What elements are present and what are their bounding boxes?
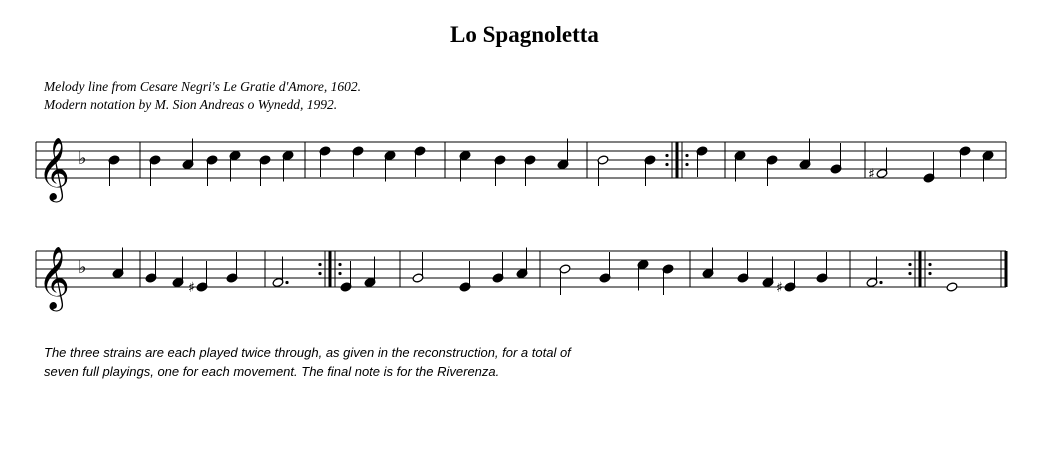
repeat-dot — [318, 263, 321, 266]
repeat-dot — [665, 163, 668, 166]
repeat-dot — [908, 272, 911, 275]
flat-sign-icon: ♭ — [78, 257, 87, 278]
page-title: Lo Spagnoletta — [450, 22, 599, 47]
sharp-sign-icon: ♯ — [188, 280, 195, 296]
repeat-dot — [338, 263, 341, 266]
sharp-sign-icon: ♯ — [868, 166, 875, 183]
source-credit: Melody line from Cesare Negri's Le Gratie d'Amore, 1602. — [44, 79, 361, 94]
repeat-dot — [665, 154, 668, 157]
repeat-dot — [908, 263, 911, 266]
augmentation-dot — [285, 281, 288, 284]
augmentation-dot — [879, 281, 882, 284]
repeat-dot — [318, 272, 321, 275]
performance-note-line-2: seven full playings, one for each movement. The final note is for the Riverenza. — [44, 364, 500, 379]
repeat-dot — [685, 154, 688, 157]
note-head — [946, 282, 958, 292]
repeat-dot — [928, 272, 931, 275]
repeat-dot — [338, 272, 341, 275]
treble-clef-icon: 𝄞 — [38, 137, 70, 200]
staff-system-1 — [36, 137, 1006, 203]
notation-credit: Modern notation by M. Sion Andreas o Wynedd, 1992. — [44, 97, 338, 112]
staff-system-2 — [36, 246, 1006, 312]
repeat-dot — [685, 163, 688, 166]
performance-note-line-1: The three strains are each played twice through, as given in the reconstruction, for a total of — [44, 345, 571, 360]
repeat-dot — [928, 263, 931, 266]
treble-clef-icon: 𝄞 — [38, 246, 70, 309]
sharp-sign-icon: ♯ — [776, 280, 783, 296]
flat-sign-icon: ♭ — [78, 148, 87, 169]
